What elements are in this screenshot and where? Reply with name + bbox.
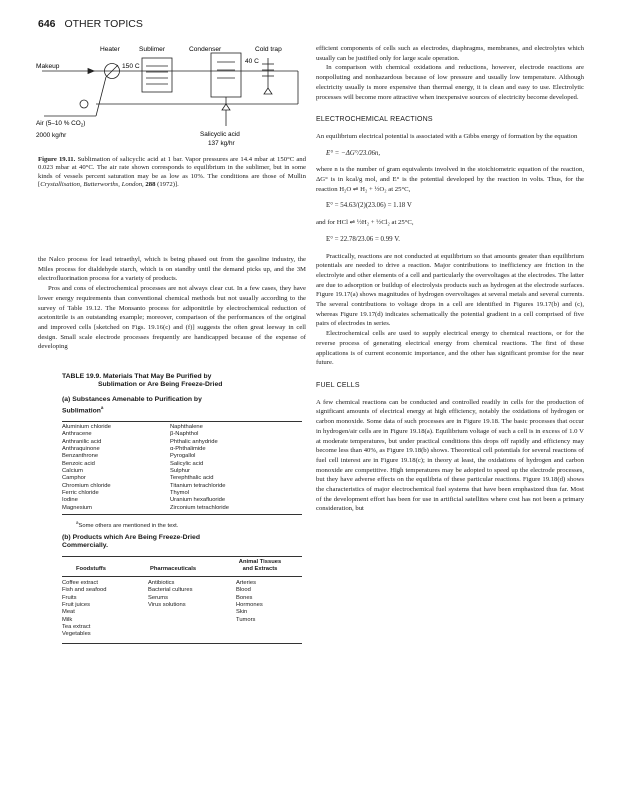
table-title: TABLE 19.9. Materials That May Be Purified by Sublimation or Are Being Freeze-Dried xyxy=(62,373,223,389)
table-cell: β-Naphthol xyxy=(170,431,199,438)
table-cell: Virus solutions xyxy=(148,602,186,609)
table-cell: Fruit juices xyxy=(62,602,91,609)
table-cell: Fruits xyxy=(62,594,77,601)
page-number: 646 xyxy=(38,18,56,30)
table-rule-b-top xyxy=(62,556,302,557)
table-cell: Uranium hexafluoride xyxy=(170,497,226,504)
right-paragraph-5: Practically, reactions are not conducted at equilibrium so that amounts greater than equilibrium potentials are needed to drive a reaction. Major contributions to inefficiency are friction in the electrolyte and other elements of a cell and particularly the overvoltages at the electrodes. The latter are due to adsorption or buildup of electrolysis products such as hydrogen at the electrode surfaces. Figure 19.17(a) shows magnitudes of hydrogen overvoltages at several metals and several currents. The several contributions to voltage drops in a cell are identified in Figures 19.17(b) and (c), whereas Figure 19.17(d) indicates schematically the potential gradient in a cell comprised of five pairs of electrodes in series. xyxy=(316,252,584,328)
sublimer-vessel xyxy=(142,58,172,92)
label-air: Air (5–10 % $CO_2$) xyxy=(36,120,86,128)
table-cell: Blood xyxy=(236,587,251,594)
pump-symbol xyxy=(80,100,88,108)
table-b-pharmaceuticals xyxy=(148,580,228,609)
equation-1: E° = −ΔG°/23.06n, xyxy=(326,149,381,157)
table-cell: Hormones xyxy=(236,602,263,609)
table-cell: Bacterial cultures xyxy=(148,587,193,594)
table-cell: Ferric chloride xyxy=(62,490,99,497)
table-cell: Calcium xyxy=(62,468,83,475)
label-heater: Heater xyxy=(100,46,120,53)
left-paragraph-2: Pros and cons of electrochemical processes are not always clear cut. In a few cases, they have lower energy requirements than conventional chemical methods but not usually according to the survey of Table 19.12. The Monsanto process for adiponitrile by electrochemical reduction of acetonitrile is an outstanding example; moreover, comparison of the performances of the original and improved cells [sketched on Figs. 19.16(c) and (f)] suggests the often great leeway in cell design. Small scale electrode processes frequently are handicapped because of the expense of developing xyxy=(38,285,306,351)
table-cell: Magnesium xyxy=(62,504,92,511)
table-cell: Tea extract xyxy=(62,624,91,631)
table-cell: Anthraquinone xyxy=(62,446,100,453)
right-paragraph-6: Electrochemical cells are used to supply electrical energy to chemical reactions, or for the reverse process of generating electrical energy from chemical reactions. The first of these applications is of current economic importance, and the other has significant promise for the near future. xyxy=(316,330,584,367)
equation-2: E° = 54.63/(2)(23.06) = 1.18 V xyxy=(326,202,412,210)
table-cell: Arteries xyxy=(236,580,256,586)
table-b-animal xyxy=(236,580,302,624)
figure-caption-title: Figure 19.11. xyxy=(38,156,76,163)
header-foodstuffs: Foodstuffs xyxy=(76,566,106,572)
table-cell: Meat xyxy=(62,609,75,616)
section-heading-fuel-cells: FUEL CELLS xyxy=(316,381,360,389)
right-paragraph-0: efficient components of cells such as electrodes, diaphragms, membranes, and electrolytes which usually can be justified only for large scale operation. xyxy=(316,45,584,62)
table-a-left-column xyxy=(62,424,182,512)
table-cell: Aluminium chloride xyxy=(62,424,111,430)
table-cell: Phthalic anhydride xyxy=(170,438,218,445)
table-cell: Salicylic acid xyxy=(170,460,204,467)
table-cell: Fish and seafood xyxy=(62,587,107,594)
table-cell: Tumors xyxy=(236,616,256,623)
right-paragraph-4: and for HCl ⇌ ½H₂ + ½Cl₂ at 25°C, xyxy=(316,219,414,227)
label-temp-40: 40 C xyxy=(245,58,259,65)
table-section-a-heading: (a) Substances Amenable to Purification by Sublimation$^a$ xyxy=(62,396,202,415)
left-paragraph-1: the Nalco process for lead tetraethyl, which is being phased out from the gasoline industry, the Miles process for dialdehyde starch, which is on standby until the demand picks up, and the 3M electrofluorination process for a variety of products. xyxy=(38,256,306,283)
label-sublimer: Sublimer xyxy=(139,46,166,53)
section-heading-electrochemical: ELECTROCHEMICAL REACTIONS xyxy=(316,116,433,124)
label-air-flow: 2000 kg/hr xyxy=(36,132,67,139)
table-cell: Bones xyxy=(236,594,253,601)
condenser-vessel xyxy=(211,53,241,97)
left-column-text xyxy=(38,255,306,352)
table-cell: Sulphur xyxy=(170,468,190,475)
table-rule-top xyxy=(62,421,302,422)
table-cell: Titanium tetrachloride xyxy=(170,482,226,489)
label-makeup: Makeup xyxy=(36,63,60,70)
header-pharmaceuticals: Pharmaceuticals xyxy=(150,566,197,572)
table-footnote: $^a$Some others are mentioned in the text. xyxy=(76,520,179,529)
right-paragraph-1: In comparison with chemical oxidations and reductions, however, electrode reactions are nonpolluting and nonhazardous because of low pressure and usually low temperature. Although electricity usually is more expensive than thermal energy, it is clean and easy to use. Electrolytic processes will become more attractive when inexpensive sources of electricity become developed. xyxy=(316,64,584,101)
table-cell: Pyrogallol xyxy=(170,453,196,460)
figure-caption: Figure 19.11. Sublimation of salicyclic acid at 1 bar. Vapor pressures are 14.4 mbar at 150°C and 0.023 mbar at 40°C. The air rate shown corresponds to equilibrium in the sublimer, but in some kinds of vessels percent saturation may be as low as 10%. The conditions are those of Mullin [Crystallisation, Butterworths, London, 288 (1972)]. xyxy=(38,156,306,189)
table-cell: Benzanthrone xyxy=(62,453,99,460)
label-temp-150: 150 C xyxy=(122,63,140,70)
header-animal-tissues: Animal Tissues and Extracts xyxy=(238,559,282,573)
label-condenser: Condenser xyxy=(189,46,222,53)
right-column-text xyxy=(316,44,584,514)
right-paragraph-7: A few chemical reactions can be conducted and controlled readily in cells for the production of significant amounts of electrical energy at high efficiency, notably the oxidations of hydrogen or carbon monoxide. Some data of such processes are in Figure 19.18. The basic processes that occur in hydrogen/air cells are in Figure 19.18(a). Equilibrium voltage of such a cell is in excess of 1.0 V at moderate temperatures, but under practical conditions this drops off rapidly and efficiency may become less than 40%, as Figure 19.18(b) shows. Theoretical cell potentials for several reactions of fuel cell interest are in Figure 19.18(c); in theory at least, the oxidations of hydrogen and carbon monoxide are competitive. High temperatures may be adopted to speed up the electrode processes, but they have adverse effects on the equilibria of these particular reactions. Figure 19.18(d) shows the characteristics of major electrochemical fuel systems that have been emphasized thus far. Most of the development effort has been for use in artificial satellites where cost has not been a primary consideration, but xyxy=(316,398,584,513)
table-cell: Skin xyxy=(236,609,248,616)
table-cell: Camphor xyxy=(62,475,86,482)
table-cell: Serums xyxy=(148,594,168,601)
table-cell: Chromium chloride xyxy=(62,482,111,489)
table-cell: Antibiotics xyxy=(148,580,175,586)
makeup-arrow xyxy=(88,69,94,74)
table-a-right-column xyxy=(170,424,302,512)
table-cell: Anthracene xyxy=(62,431,92,438)
table-cell: Milk xyxy=(62,616,73,623)
table-b-foodstuffs xyxy=(62,580,142,639)
table-cell: Terephthalic acid xyxy=(170,475,214,482)
label-product: Salicyclic acid xyxy=(200,131,240,138)
table-cell: Naphthalene xyxy=(170,424,203,430)
sublimation-flow-diagram xyxy=(36,44,308,148)
table-cell: Vegetables xyxy=(62,631,91,638)
running-header xyxy=(38,18,143,30)
table-cell: Anthranilic acid xyxy=(62,438,102,445)
table-cell: Iodine xyxy=(62,497,78,504)
table-b-header-row xyxy=(62,559,302,575)
table-cell: Thymol xyxy=(170,490,190,497)
table-section-b-heading: (b) Products which Are Being Freeze-Dried Commercially. xyxy=(62,534,200,550)
right-paragraph-2: An equilibrium electrical potential is associated with a Gibbs energy of formation by the equation xyxy=(316,132,578,140)
table-rule-b-header xyxy=(62,576,302,577)
label-product-flow: 137 kg/hr xyxy=(208,140,235,147)
running-title: OTHER TOPICS xyxy=(64,18,143,30)
table-cell: Zirconium tetrachloride xyxy=(170,504,229,511)
label-cold-trap: Cold trap xyxy=(255,46,282,53)
table-rule-a-bottom xyxy=(62,514,302,515)
equation-3: E° = 22.78/23.06 = 0.99 V. xyxy=(326,235,401,243)
right-paragraph-3: where n is the number of gram equivalents involved in the stoichiometric equation of the reaction, ΔG° is in kcal/g mol, and E° is the potential developed by the reaction in volts. Thus, for the reaction H₂O ⇌ H₂ + ½O₂ at 25°C, xyxy=(316,166,584,193)
table-rule-bottom xyxy=(62,643,302,644)
table-cell: α-Phthalimide xyxy=(170,446,206,453)
table-cell: Benzoic acid xyxy=(62,460,95,467)
table-cell: Coffee extract xyxy=(62,580,98,586)
